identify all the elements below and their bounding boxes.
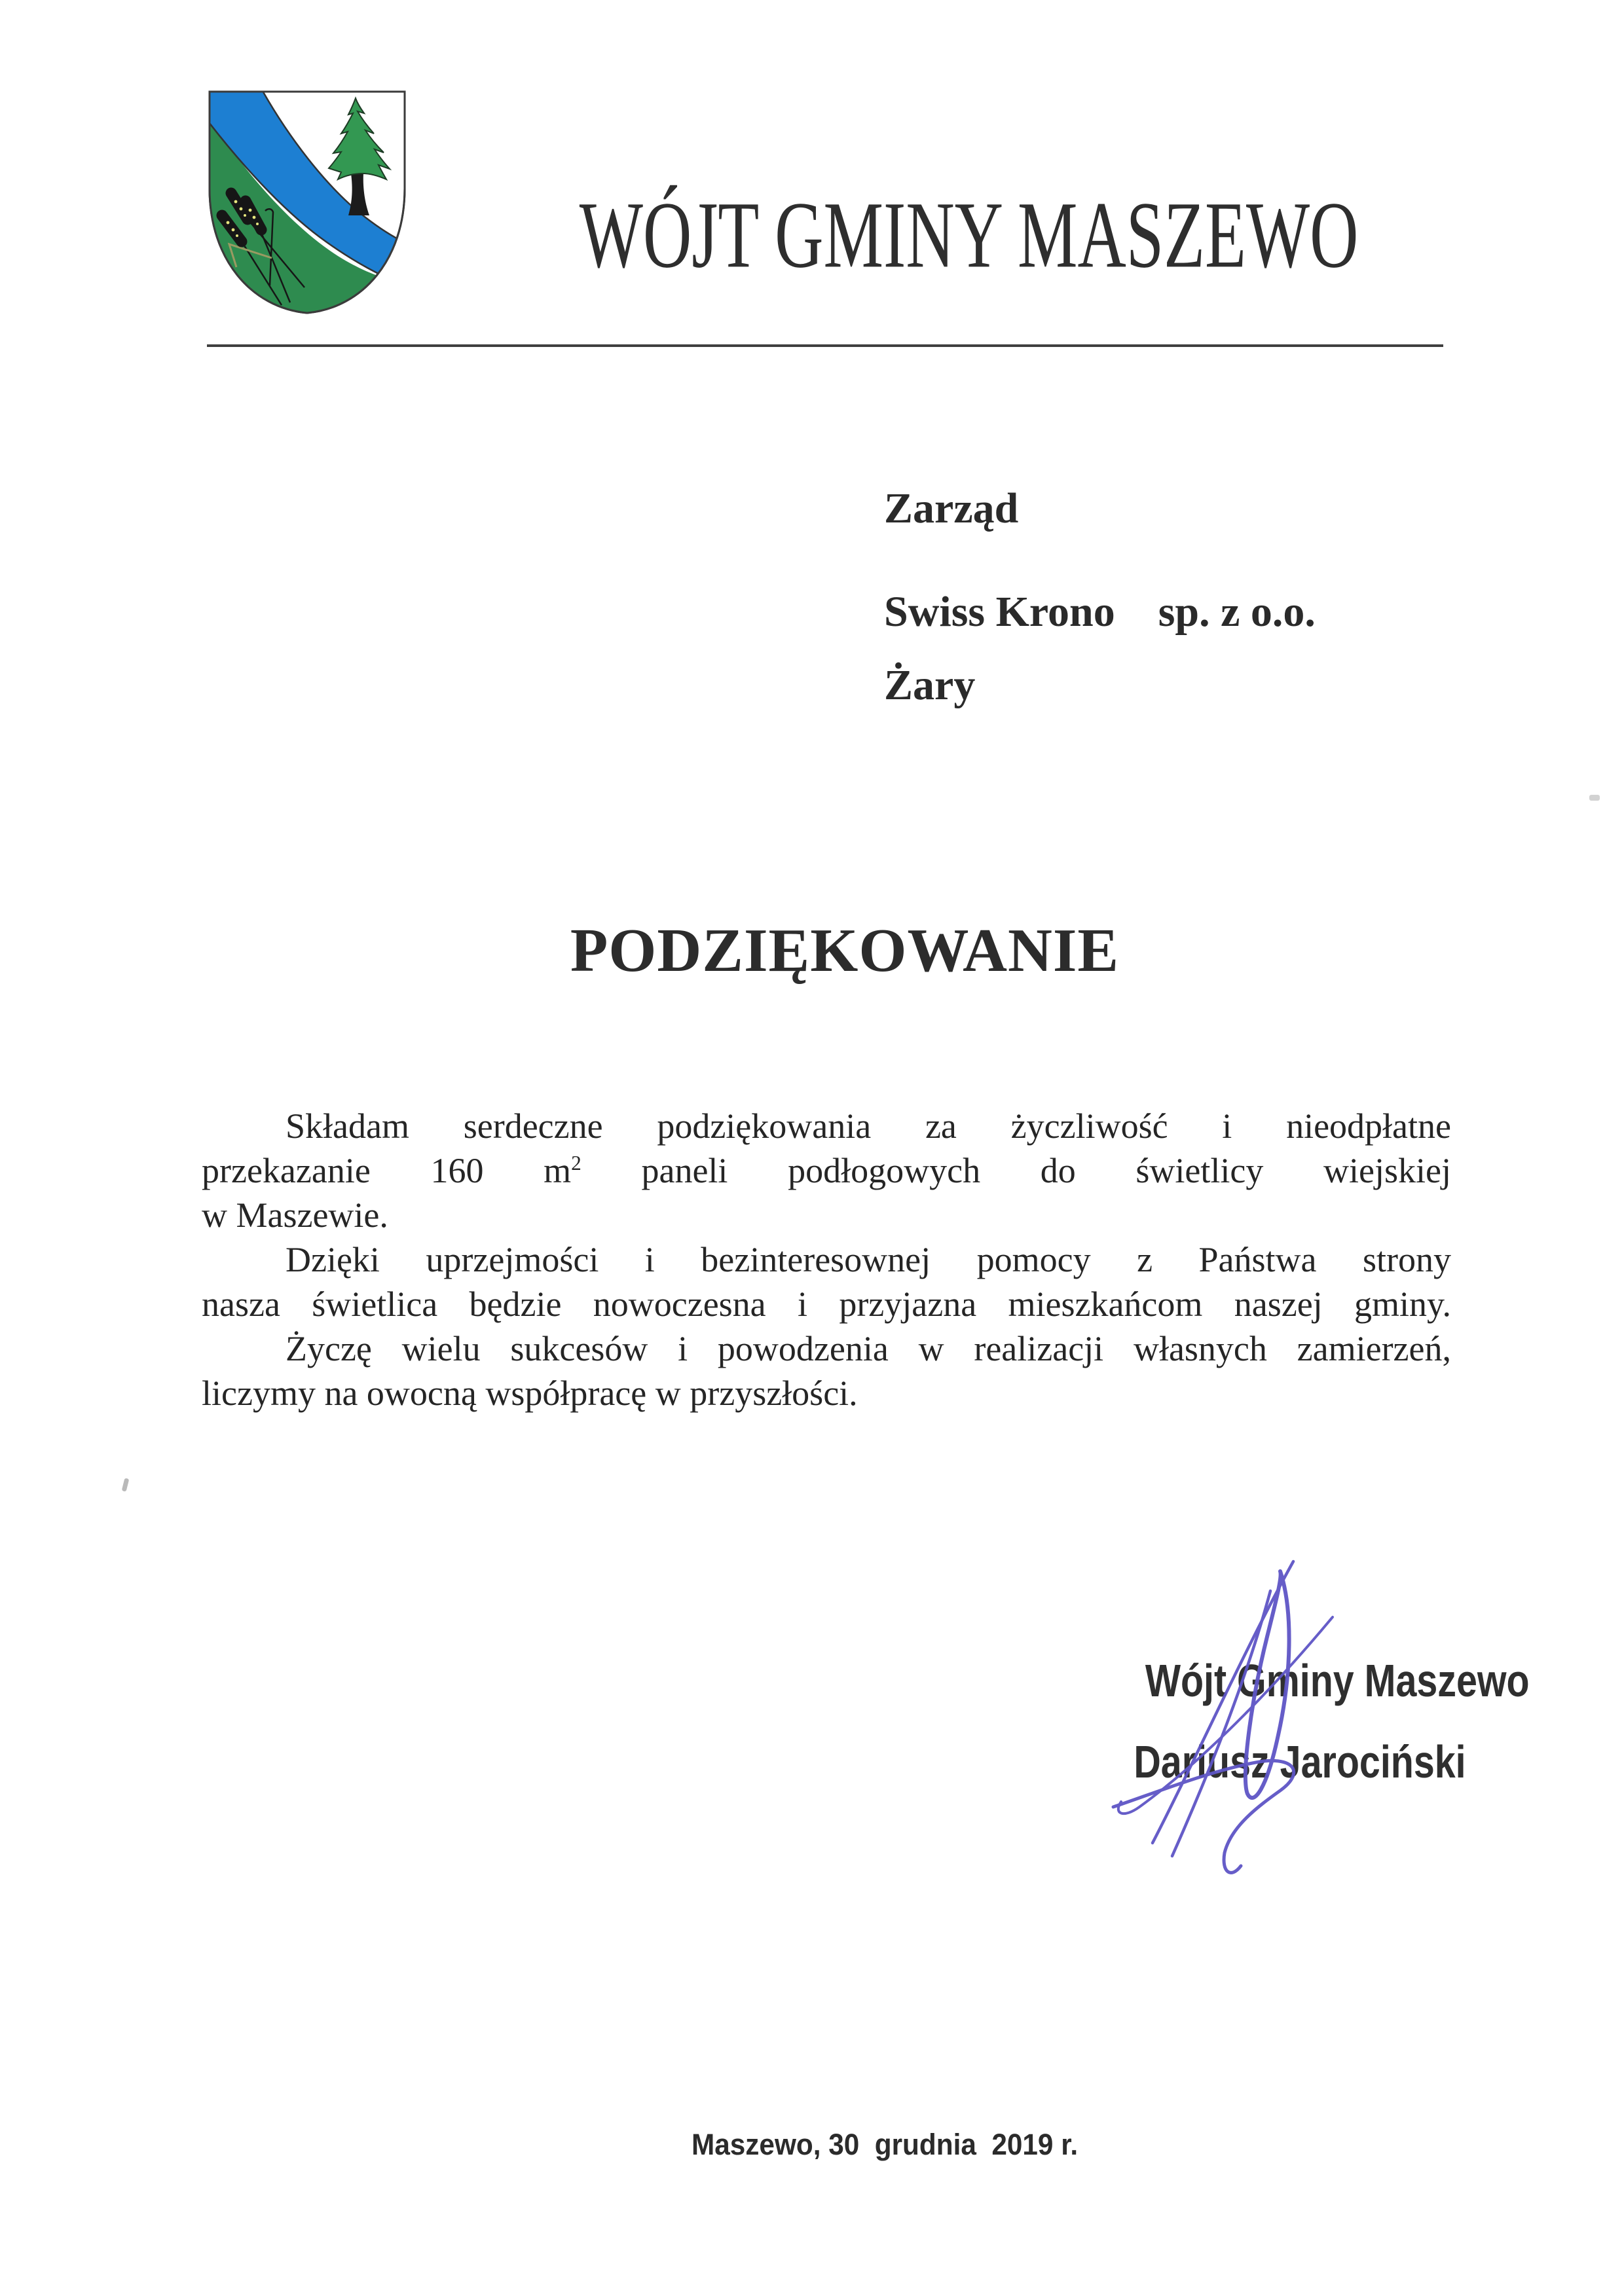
recipient-line-2: Swiss Krono sp. z o.o. [884, 588, 1316, 636]
letterhead-title [458, 181, 1480, 288]
letterhead-divider [207, 344, 1443, 347]
handwritten-signature [1080, 1545, 1356, 1892]
signer-role-text: Wójt Gminy Maszewo [1145, 1655, 1530, 1706]
body-line: Dzięki uprzejmości i bezinteresownej pomocy z Państwa strony [286, 1240, 1451, 1279]
body-text: przekazanie 160 m [202, 1151, 572, 1190]
dateline: Maszewo, 30 grudnia 2019 r. [692, 2128, 1079, 2161]
superscript-square: 2 [571, 1152, 581, 1175]
recipient-line-3: Żary [884, 661, 976, 709]
recipient-line-1: Zarząd [884, 484, 1019, 532]
body-line: nasza świetlica będzie nowoczesna i przyjazna mieszkańcom naszej gminy. [202, 1285, 1451, 1324]
body-line: liczymy na owocną współpracę w przyszłości. [202, 1374, 858, 1413]
scan-speck [122, 1478, 130, 1491]
coat-of-arms-icon [207, 89, 407, 316]
body-text: paneli podłogowych do świetlicy wiejskiej [581, 1151, 1452, 1190]
scan-speck [1589, 795, 1600, 801]
letterhead-title-text: WÓJT GMINY MASZEWO [580, 181, 1359, 288]
body-line: Składam serdeczne podziękowania za życzliwość i nieodpłatne [286, 1106, 1451, 1146]
body-line [202, 1148, 1451, 1193]
letter-body [202, 1104, 1451, 1415]
document-title: PODZIĘKOWANIE [570, 917, 1120, 985]
body-line: w Maszewie. [202, 1195, 388, 1235]
body-line: Życzę wielu sukcesów i powodzenia w realizacji własnych zamierzeń, [286, 1329, 1451, 1368]
signer-name-text: Dariusz Jarociński [1134, 1736, 1466, 1787]
